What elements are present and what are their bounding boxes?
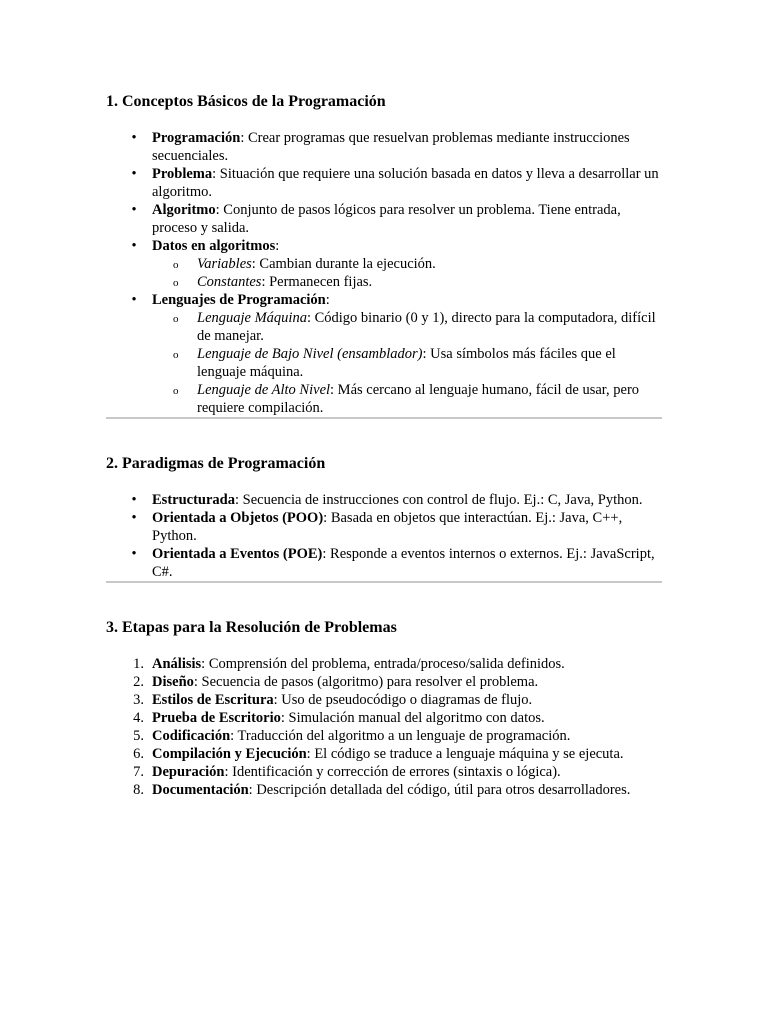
circle-bullet-icon: o [173, 259, 179, 271]
term: Estructurada [152, 492, 235, 508]
term: Orientada a Objetos (POO) [152, 510, 324, 526]
bullet-icon: • [131, 130, 137, 146]
list-item [106, 727, 662, 745]
bullet-icon: • [131, 166, 137, 182]
definition: : Descripción detallada del código, útil para otros desarrolladores. [248, 782, 631, 798]
list-item [106, 673, 662, 691]
term: Análisis [152, 656, 202, 672]
list-item [106, 291, 662, 417]
list-item [106, 509, 662, 545]
definition: : Permanecen fijas. [261, 274, 373, 290]
list-item [106, 763, 662, 781]
bullet-list [106, 129, 662, 417]
term: Algoritmo [152, 202, 216, 218]
sub-list-item [106, 255, 662, 273]
section-title: 2. Paradigmas de Programación [106, 455, 326, 472]
definition: : Traducción del algoritmo a un lenguaje de programación. [230, 728, 571, 744]
section-paradigmas [106, 452, 662, 581]
definition: : Cambian durante la ejecución. [251, 256, 436, 272]
definition: : Conjunto de pasos lógicos para resolver un problema. Tiene entrada, proceso y salida. [152, 202, 621, 236]
term: Lenguaje de Bajo Nivel (ensamblador) [197, 346, 423, 362]
section-conceptos [106, 90, 662, 417]
definition: : Situación que requiere una solución basada en datos y lleva a desarrollar un algoritmo. [152, 166, 659, 200]
term: Problema [152, 166, 213, 182]
section-divider [106, 581, 662, 583]
definition: : Comprensión del problema, entrada/proceso/salida definidos. [201, 656, 565, 672]
item-number: 1. [133, 656, 144, 672]
list-item [106, 781, 662, 799]
list-item [106, 165, 662, 201]
item-number: 5. [133, 728, 144, 744]
document-content [106, 90, 662, 799]
term: Documentación [152, 782, 249, 798]
definition: : [325, 292, 330, 308]
definition: : Simulación manual del algoritmo con datos. [280, 710, 545, 726]
term: Depuración [152, 764, 225, 780]
sub-list [152, 309, 662, 417]
list-item [106, 745, 662, 763]
list-item [106, 491, 662, 509]
circle-bullet-icon: o [173, 313, 179, 325]
list-item [106, 545, 662, 581]
list-item [106, 655, 662, 673]
circle-bullet-icon: o [173, 385, 179, 397]
definition: : [275, 238, 280, 254]
item-number: 8. [133, 782, 144, 798]
definition: : El código se traduce a lenguaje máquina y se ejecuta. [306, 746, 624, 762]
term: Programación [152, 130, 241, 146]
term: Codificación [152, 728, 231, 744]
definition: : Uso de pseudocódigo o diagramas de flujo. [273, 692, 533, 708]
circle-bullet-icon: o [173, 277, 179, 289]
definition: : Código binario (0 y 1), directo para la computadora, difícil de manejar. [197, 310, 656, 344]
term: Orientada a Eventos (POE) [152, 546, 323, 562]
definition: : Responde a eventos internos o externos. Ej.: JavaScript, C#. [152, 546, 655, 580]
term: Diseño [152, 674, 194, 690]
item-number: 4. [133, 710, 144, 726]
list-item [106, 237, 662, 291]
definition: : Más cercano al lenguaje humano, fácil de usar, pero requiere compilación. [197, 382, 640, 416]
definition: : Identificación y corrección de errores (sintaxis o lógica). [224, 764, 561, 780]
section-divider [106, 417, 662, 419]
sub-list [152, 255, 662, 291]
bullet-icon: • [131, 292, 137, 308]
term: Lenguaje de Alto Nivel [197, 382, 331, 398]
list-item [106, 201, 662, 237]
term: Compilación y Ejecución [152, 746, 307, 762]
term: Datos en algoritmos [152, 238, 276, 254]
definition: : Secuencia de pasos (algoritmo) para resolver el problema. [193, 674, 539, 690]
bullet-icon: • [131, 492, 137, 508]
definition: : Crear programas que resuelvan problemas mediante instrucciones secuenciales. [152, 130, 630, 164]
item-number: 6. [133, 746, 144, 762]
item-number: 7. [133, 764, 144, 780]
definition: : Basada en objetos que interactúan. Ej.: Java, C++, Python. [152, 510, 623, 544]
section-title: 1. Conceptos Básicos de la Programación [106, 93, 386, 110]
numbered-list [106, 655, 662, 799]
term: Lenguajes de Programación [152, 292, 326, 308]
section-etapas [106, 616, 662, 799]
list-item [106, 709, 662, 727]
item-number: 3. [133, 692, 144, 708]
sub-list-item [106, 273, 662, 291]
list-item [106, 129, 662, 165]
section-title: 3. Etapas para la Resolución de Problemas [106, 619, 397, 636]
term: Constantes [197, 274, 262, 290]
bullet-icon: • [131, 546, 137, 562]
bullet-list [106, 491, 662, 581]
term: Variables [197, 256, 252, 272]
definition: : Secuencia de instrucciones con control de flujo. Ej.: C, Java, Python. [234, 492, 643, 508]
term: Estilos de Escritura [152, 692, 274, 708]
term: Prueba de Escritorio [152, 710, 281, 726]
sub-list-item [106, 345, 662, 381]
circle-bullet-icon: o [173, 349, 179, 361]
sub-list-item [106, 381, 662, 417]
term: Lenguaje Máquina [197, 310, 307, 326]
list-item [106, 691, 662, 709]
item-number: 2. [133, 674, 144, 690]
bullet-icon: • [131, 510, 137, 526]
bullet-icon: • [131, 238, 137, 254]
bullet-icon: • [131, 202, 137, 218]
definition: : Usa símbolos más fáciles que el lenguaje máquina. [197, 346, 616, 380]
sub-list-item [106, 309, 662, 345]
